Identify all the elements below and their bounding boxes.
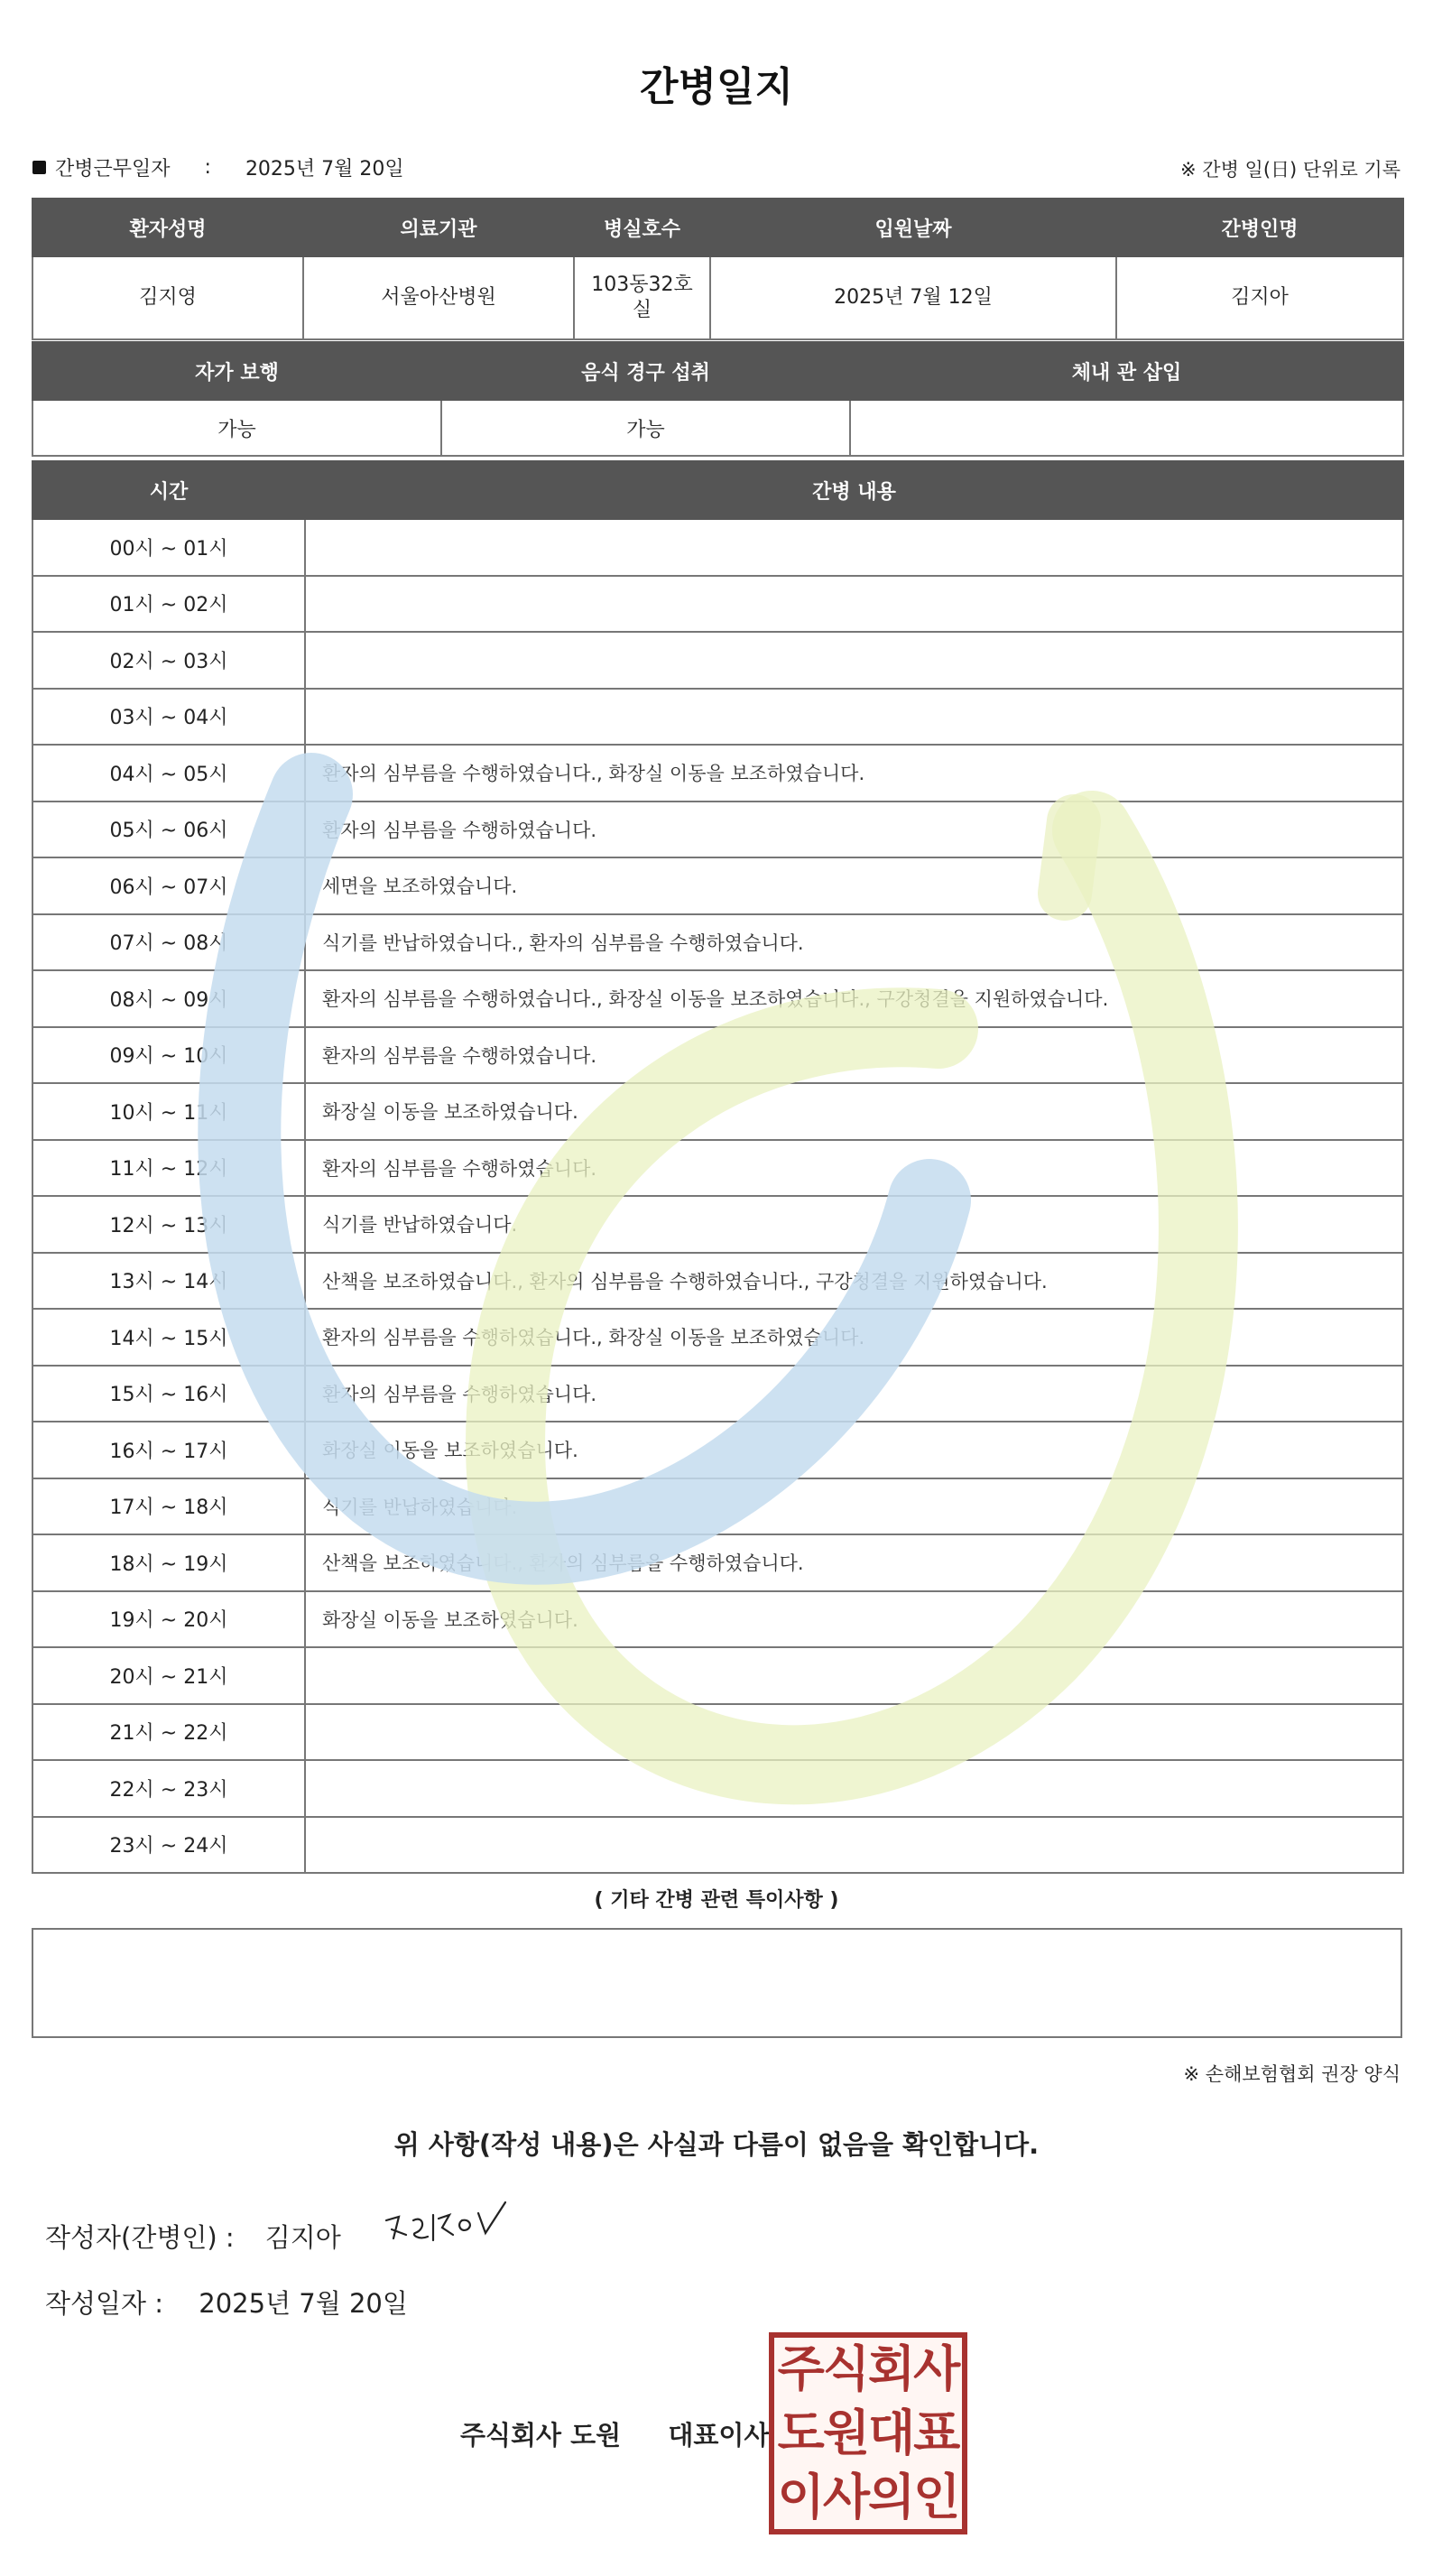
care-log-time: 00시 ~ 01시 <box>32 519 305 576</box>
care-log-row <box>32 519 1403 576</box>
care-log-table <box>32 460 1404 1874</box>
seal-line: 이사의인 <box>777 2468 959 2525</box>
care-log-time: 09시 ~ 10시 <box>32 1027 305 1084</box>
care-log-time: 20시 ~ 21시 <box>32 1647 305 1704</box>
care-log-row <box>32 1253 1403 1310</box>
care-log-row <box>32 1309 1403 1366</box>
care-log-row <box>32 689 1403 746</box>
header-time: 시간 <box>32 461 305 519</box>
care-log-content <box>305 1704 1403 1761</box>
care-log-row <box>32 914 1403 971</box>
care-log-time: 08시 ~ 09시 <box>32 970 305 1027</box>
care-log-time: 19시 ~ 20시 <box>32 1591 305 1648</box>
special-notes-title: ( 기타 간병 관련 특이사항 ) <box>594 1889 839 1912</box>
care-log-row <box>32 745 1403 802</box>
seal-line: 도원대표 <box>777 2404 959 2461</box>
header-oral-intake: 음식 경구 섭취 <box>441 342 850 400</box>
care-log-row <box>32 1196 1403 1253</box>
care-log-row <box>32 1140 1403 1197</box>
care-log-time: 11시 ~ 12시 <box>32 1140 305 1197</box>
header-caregiver-name: 간병인명 <box>1116 199 1403 256</box>
care-log-content <box>305 1760 1403 1817</box>
header-tube-insertion: 체내 관 삽입 <box>850 342 1403 400</box>
seal-line: 주식회사 <box>777 2340 959 2398</box>
care-log-content: 식기를 반납하였습니다., 환자의 심부름을 수행하였습니다. <box>305 914 1403 971</box>
page-title: 간병일지 <box>639 64 793 110</box>
care-log-time: 03시 ~ 04시 <box>32 689 305 746</box>
care-log-content: 환자의 심부름을 수행하였습니다., 화장실 이동을 보조하였습니다., 구강청결을 지원하였습니다. <box>305 970 1403 1027</box>
care-log-time: 02시 ~ 03시 <box>32 632 305 689</box>
oral-intake-value: 가능 <box>441 400 850 456</box>
ceo-label: 대표이사 <box>668 2420 770 2451</box>
patient-status-table <box>32 341 1404 457</box>
care-log-content <box>305 1817 1403 1874</box>
care-log-content <box>305 632 1403 689</box>
care-log-row <box>32 1591 1403 1648</box>
care-log-content: 환자의 심부름을 수행하였습니다., 화장실 이동을 보조하였습니다. <box>305 1309 1403 1366</box>
room-number: 103동32호 실 <box>574 256 710 339</box>
work-date-label: 간병근무일자 <box>55 158 171 181</box>
header-care-content: 간병 내용 <box>305 461 1403 519</box>
patient-name: 김지영 <box>32 256 303 339</box>
care-log-time: 22시 ~ 23시 <box>32 1760 305 1817</box>
care-log-content: 화장실 이동을 보조하였습니다. <box>305 1591 1403 1648</box>
care-log-time: 06시 ~ 07시 <box>32 857 305 914</box>
care-log-row <box>32 1027 1403 1084</box>
care-log-time: 15시 ~ 16시 <box>32 1366 305 1422</box>
care-log-content: 환자의 심부름을 수행하였습니다., 화장실 이동을 보조하였습니다. <box>305 745 1403 802</box>
care-log-row <box>32 1083 1403 1140</box>
care-log-row <box>32 857 1403 914</box>
care-log-row <box>32 970 1403 1027</box>
care-log-time: 17시 ~ 18시 <box>32 1478 305 1535</box>
tube-insertion-value <box>850 400 1403 456</box>
care-log-content <box>305 689 1403 746</box>
form-note: ※ 손해보험협회 권장 양식 <box>1183 2063 1401 2085</box>
admission-date: 2025년 7월 12일 <box>710 256 1116 339</box>
header-room: 병실호수 <box>574 199 710 256</box>
care-log-row <box>32 576 1403 633</box>
written-date-value: 2025년 7월 20일 <box>199 2288 408 2319</box>
work-date-value: 2025년 7월 20일 <box>245 158 404 181</box>
care-log-row <box>32 632 1403 689</box>
writer-label: 작성자(간병인) : <box>45 2222 235 2253</box>
care-log-row <box>32 802 1403 858</box>
daily-note: ※ 간병 일(日) 단위로 기록 <box>1180 159 1401 181</box>
special-notes-box <box>32 1928 1402 2038</box>
care-log-content: 산책을 보조하였습니다., 환자의 심부름을 수행하였습니다. <box>305 1534 1403 1591</box>
written-date-label: 작성일자 : <box>45 2288 164 2319</box>
care-log-time: 13시 ~ 14시 <box>32 1253 305 1310</box>
care-log-content: 식기를 반납하였습니다. <box>305 1478 1403 1535</box>
care-log-content: 세면을 보조하였습니다. <box>305 857 1403 914</box>
care-log-content: 화장실 이동을 보조하였습니다. <box>305 1422 1403 1478</box>
care-log-time: 10시 ~ 11시 <box>32 1083 305 1140</box>
care-log-row <box>32 1478 1403 1535</box>
care-log-content: 환자의 심부름을 수행하였습니다. <box>305 802 1403 858</box>
care-log-row <box>32 1704 1403 1761</box>
care-log-content: 식기를 반납하였습니다. <box>305 1196 1403 1253</box>
care-log-content: 환자의 심부름을 수행하였습니다. <box>305 1366 1403 1422</box>
bullet-square-icon <box>32 161 46 174</box>
work-date-separator: : <box>204 156 211 179</box>
care-log-time: 18시 ~ 19시 <box>32 1534 305 1591</box>
care-log-time: 23시 ~ 24시 <box>32 1817 305 1874</box>
care-log-row <box>32 1647 1403 1704</box>
writer-name: 김지아 <box>264 2222 341 2253</box>
care-log-time: 12시 ~ 13시 <box>32 1196 305 1253</box>
header-self-walking: 자가 보행 <box>32 342 441 400</box>
care-log-content <box>305 1647 1403 1704</box>
care-log-time: 01시 ~ 02시 <box>32 576 305 633</box>
header-patient-name: 환자성명 <box>32 199 303 256</box>
care-log-time: 07시 ~ 08시 <box>32 914 305 971</box>
care-log-time: 14시 ~ 15시 <box>32 1309 305 1366</box>
care-log-time: 21시 ~ 22시 <box>32 1704 305 1761</box>
care-log-content <box>305 576 1403 633</box>
care-log-time: 04시 ~ 05시 <box>32 745 305 802</box>
hospital-name: 서울아산병원 <box>303 256 574 339</box>
care-log-content: 환자의 심부름을 수행하였습니다. <box>305 1027 1403 1084</box>
company-seal-stamp <box>769 2332 967 2534</box>
written-date-row <box>45 2284 408 2321</box>
caregiver-name: 김지아 <box>1116 256 1403 339</box>
handwritten-signature <box>379 2193 523 2266</box>
care-log-row <box>32 1760 1403 1817</box>
company-name: 주식회사 도원 <box>460 2420 622 2451</box>
header-hospital: 의료기관 <box>303 199 574 256</box>
self-walking-value: 가능 <box>32 400 441 456</box>
care-log-row <box>32 1366 1403 1422</box>
company-line <box>460 2415 769 2452</box>
care-log-time: 16시 ~ 17시 <box>32 1422 305 1478</box>
confirmation-statement: 위 사항(작성 내용)은 사실과 다름이 없음을 확인합니다. <box>393 2129 1040 2160</box>
care-log-content: 산책을 보조하였습니다., 환자의 심부름을 수행하였습니다., 구강청결을 지원하였습니다. <box>305 1253 1403 1310</box>
care-log-row <box>32 1422 1403 1478</box>
writer-row <box>45 2218 341 2255</box>
care-log-row <box>32 1817 1403 1874</box>
care-log-content: 화장실 이동을 보조하였습니다. <box>305 1083 1403 1140</box>
header-admission-date: 입원날짜 <box>710 199 1116 256</box>
work-date <box>32 153 404 181</box>
care-log-row <box>32 1534 1403 1591</box>
patient-info-table <box>32 198 1404 340</box>
care-log-content: 환자의 심부름을 수행하였습니다. <box>305 1140 1403 1197</box>
care-log-content <box>305 519 1403 576</box>
care-log-time: 05시 ~ 06시 <box>32 802 305 858</box>
